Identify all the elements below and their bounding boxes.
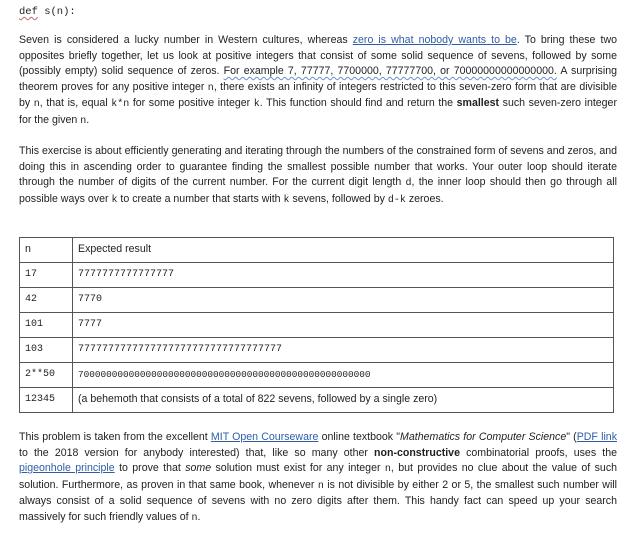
code-n: n (317, 480, 324, 492)
text-run: " ( (566, 431, 577, 443)
text-run: . This function should find and return the (259, 97, 457, 110)
code-n: n (191, 512, 198, 524)
code-n: n (33, 99, 40, 111)
cell-n: 103 (20, 338, 73, 363)
examples-text: For example 7, 77777, 7700000, 77777700, or 70000000000000000. (223, 65, 557, 78)
text-run: online textbook " (318, 431, 401, 443)
text-run: . (86, 113, 90, 126)
cell-result: 7770 (73, 288, 614, 313)
function-signature (19, 5, 76, 21)
text-run: , that is, equal (39, 97, 112, 110)
cell-result: 7777777777777777777777777777777777 (73, 338, 614, 363)
text-run: A surprising theorem proves for any positive integer (19, 65, 617, 93)
header-n: n (20, 238, 73, 263)
italic-some: some (185, 462, 212, 475)
cell-n: 42 (20, 288, 73, 313)
exercise-paragraph (19, 144, 617, 208)
table-row (20, 313, 614, 338)
cell-n: 17 (20, 263, 73, 288)
intro-paragraph (19, 33, 617, 130)
code-n: n (207, 82, 214, 94)
text-run: combinatorial proofs, uses the (459, 446, 617, 459)
table-row (20, 388, 614, 413)
cell-n: 101 (20, 313, 73, 338)
pigeonhole-principle-link[interactable]: pigeonhole principle (19, 462, 115, 475)
expected-results-table (19, 237, 614, 413)
text-run: , there exists an infinity of integers restricted to this seven-zero form that are divisible by (19, 80, 617, 110)
text-run: is not divisible by either 2 or 5, the smallest such number will always consist of a solid sequence of sevens with no zero digits after them. This handy fact can speed up your search massively for such friendly values of (19, 478, 618, 523)
text-run: for some positive integer (129, 97, 254, 110)
cell-result: (a behemoth that consists of a total of 822 sevens, followed by a single zero) (73, 388, 614, 413)
table-row (20, 338, 614, 363)
text-run: This exercise is about efficiently generating and iterating through the numbers of the constrained form of sevens and zeros, and doing this in ascending order to guarantee finding the smallest possible number that works. Your outer loop should iterate through the number of digits of the current number. For the current digit length (19, 145, 617, 189)
table-row (20, 263, 614, 288)
code-kn: k*n (111, 99, 130, 111)
signature-text: s(n): (37, 6, 76, 18)
header-result: Expected result (73, 238, 614, 263)
text-run: to the 2018 version for anybody interested) that, like so many other (19, 446, 375, 459)
text-run: such seven-zero integer for the given (19, 97, 617, 126)
code-k: k (253, 99, 260, 111)
zero-link[interactable]: zero is what nobody wants to be (352, 34, 517, 46)
code-d-minus-k: d-k (387, 194, 406, 206)
text-run: , but provides no clue about the value of such solution. Furthermore, as proven in that same book, whenever (19, 462, 618, 491)
cell-n: 2**50 (20, 363, 73, 388)
table-row (20, 288, 614, 313)
bold-nonconstructive: non-constructive (374, 446, 460, 459)
table-row (20, 363, 614, 388)
code-n: n (384, 464, 391, 476)
code-k: k (283, 194, 290, 206)
text-run: to create a number that starts with (117, 192, 284, 205)
mit-opencourseware-link[interactable]: MIT Open Courseware (210, 431, 319, 443)
source-paragraph (19, 430, 617, 527)
bold-smallest: smallest (456, 97, 500, 110)
cell-result: 7777777777777777 (73, 263, 614, 288)
def-keyword: def (19, 6, 38, 18)
cell-result: 7000000000000000000000000000000000000000000000000000 (73, 363, 614, 388)
cell-result: 7777 (73, 313, 614, 338)
text-run: Seven is considered a lucky number in Western cultures, whereas (19, 34, 353, 46)
table-header-row (20, 238, 614, 263)
text-run: This problem is taken from the excellent (19, 431, 211, 443)
text-run: sevens, followed by (289, 192, 388, 205)
text-run: . (197, 510, 201, 523)
code-d: d (405, 178, 412, 190)
pdf-link[interactable]: PDF link (576, 431, 617, 443)
cell-n: 12345 (20, 388, 73, 413)
code-n: n (80, 115, 87, 127)
book-title: Mathematics for Computer Science (400, 431, 567, 443)
text-run: . To bring these two opposites briefly together, let us look at positive integers that consist of some solid sequence of sevens, followed by some (possibly empty) solid sequence of zeros. (19, 34, 617, 78)
text-run: to prove that (114, 462, 186, 475)
code-k: k (111, 194, 118, 206)
text-run: solution must exist for any integer (211, 462, 385, 475)
text-run: zeroes. (405, 192, 444, 205)
text-run: , the inner loop should then go through all possible ways over (19, 176, 618, 205)
